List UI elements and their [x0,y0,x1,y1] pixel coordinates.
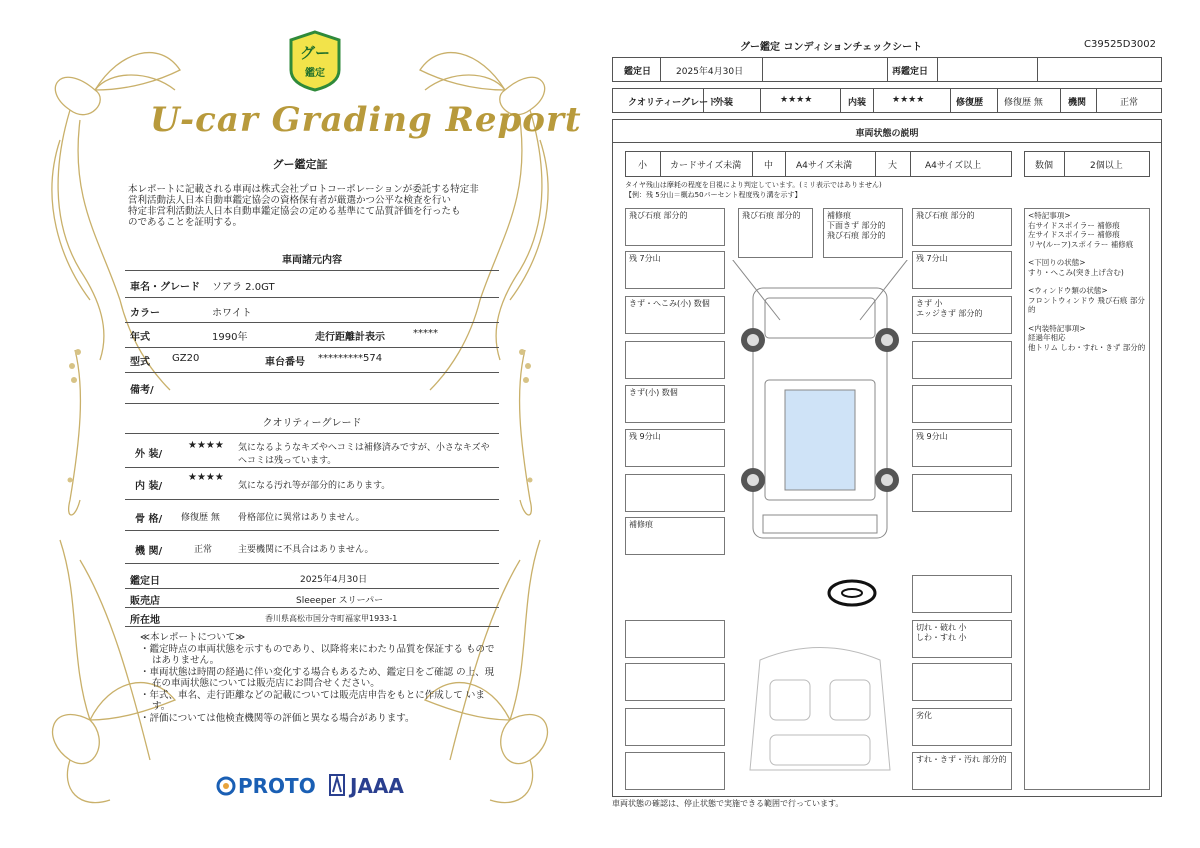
certificate-body-line: 特定非営利活動法人日本自動車鑑定協会の定める基準にて品質評価を行ったも [128,206,461,217]
comment-text: エッジきず 部分的 [916,309,983,318]
special-note-line: <下回りの状態> [1028,258,1086,267]
interior-box-left-1 [625,620,725,658]
exterior-value: ★★★★ [780,95,813,105]
divider [910,151,911,177]
tire-note: タイヤ残山は摩耗の程度を目視により判定しています。(ミリ表示ではありません) [625,181,882,189]
car-name-value: ソアラ 2.0GT [212,282,275,293]
address-value: 香川県高松市国分寺町福家甲1933-1 [265,614,398,623]
divider [125,607,499,608]
comment-box-left-1: 飛び石痕 部分的 [625,208,725,246]
address-label: 所在地 [130,615,160,626]
notes-heading: ≪本レポートについて≫ [140,632,246,643]
mileage-label: 走行距離計表示 [315,332,385,343]
mileage-value: ***** [413,328,438,339]
interior-label: 内装 [848,98,867,108]
certificate-body-line: 本レポートに記載される車両は株式会社プロトコーポレーションが委託する特定非 [128,184,479,195]
steering-wheel-icon [826,578,878,608]
note-item: ・鑑定時点の車両状態を示すものであり、以降将来にわたり品質を保証する ものではありません。 [140,643,495,666]
grade-heading: クオリティーグレード [262,418,362,429]
special-note-line: <特記事項> [1028,211,1071,220]
shop-label: 販売店 [130,596,160,607]
divider [125,588,499,589]
interior-box-right-5: すれ・きず・汚れ 部分的 [912,752,1012,790]
interior-box-left-3 [625,708,725,746]
interior-box-left-4 [625,752,725,790]
special-note-line: 他トリム しわ・すれ・きず 部分的 [1028,342,1146,352]
grade-engine-label: 機 関/ [135,546,163,557]
count-desc: 2個以上 [1090,161,1123,171]
report-notes [140,632,500,724]
divider [873,88,874,113]
year-value: 1990年 [212,332,248,343]
divider [125,403,499,404]
grade-engine-value: 正常 [194,545,213,555]
comment-text: 飛び石痕 部分的 [827,231,886,240]
size-medium-desc: A4サイズ未満 [796,161,853,171]
divider [125,433,499,434]
proto-logo-text: PROTO [238,774,316,798]
repair-history-value: 修復歴 無 [1004,98,1043,108]
grade-interior-label: 内 装/ [135,481,163,492]
divider [875,151,876,177]
size-large: 大 [888,161,898,171]
divider [887,57,888,82]
size-large-desc: A4サイズ以上 [925,161,982,171]
divider [125,563,499,564]
jaaa-logo-text: JAAA [350,774,404,798]
divider [125,347,499,348]
divider [660,57,661,82]
special-note-line: <内装特記事項> [1028,323,1086,333]
tire-note-example: 【例：残 5分山＝概ね50パーセント程度残り溝を示す】 [625,191,802,199]
engine-value: 正常 [1120,98,1139,108]
sheet-footnote: 車両状態の確認は、停止状態で実施できる範囲で行っています。 [612,799,844,808]
divider [840,88,841,113]
special-note-line: 右サイドスポイラー 補修痕 [1028,220,1120,230]
comment-box-top-1: 飛び石痕 部分的 [738,208,813,258]
car-name-label: 車名・グレード [130,282,200,293]
divider [997,88,998,113]
comment-box-left-3: きず・へこみ(小) 数個 [625,296,725,334]
comment-box-left-4 [625,341,725,379]
certificate-body-line: のであることを証明する。 [128,217,243,228]
reinspection-date-label: 再鑑定日 [892,67,929,77]
divider [125,270,499,271]
chassis-label: 車台番号 [265,357,305,368]
spec-heading: 車両諸元内容 [282,255,342,266]
special-note-line: 左サイドスポイラー 補修痕 [1028,230,1120,239]
comment-box-left-6: 残 9分山 [625,429,725,467]
inspection-date-value: 2025年4月30日 [300,575,368,585]
interior-value: ★★★★ [892,95,925,105]
jaaa-logo-icon [327,772,347,798]
model-value: GZ20 [172,353,200,364]
car-topview-diagram [725,260,915,550]
comment-box-right-2: 残 7分山 [912,251,1012,289]
divider [785,151,786,177]
divider [125,297,499,298]
inspection-date-label: 鑑定日 [624,67,652,77]
interior-box-left-2 [625,663,725,701]
comment-box-left-2: 残 7分山 [625,251,725,289]
comment-box-left-5: きず(小) 数個 [625,385,725,423]
size-small-desc: カードサイズ未満 [670,161,742,171]
divider [1037,57,1038,82]
interior-box-right-1 [912,575,1012,613]
divider [125,530,499,531]
comment-text: 下面きず 部分的 [827,221,886,230]
color-label: カラー [130,308,160,319]
color-value: ホワイト [212,308,252,319]
grade-frame-desc: 骨格部位に異常はありません。 [238,513,365,523]
certificate-body [128,184,498,228]
divider [762,57,763,82]
engine-label: 機関 [1068,98,1087,108]
divider [760,88,761,113]
remarks-label: 備考/ [130,385,154,396]
chassis-value: *********574 [318,353,383,364]
interior-box-right-2 [912,620,1012,658]
comment-box-right-3 [912,296,1012,334]
grade-exterior-desc: ヘコミは残っています。 [238,456,337,466]
divider [937,57,938,82]
divider [752,151,753,177]
comment-text: しわ・すれ 小 [916,633,967,642]
special-note-line: すり・へこみ(突き上げ含む) [1028,267,1124,277]
grade-interior-value: ★★★★ [188,472,224,483]
comment-box-right-5 [912,385,1012,423]
divider [125,322,499,323]
report-script-title: U-car Grading Report [150,100,582,140]
grade-exterior-value: ★★★★ [188,440,224,451]
condition-heading: 車両状態の説明 [855,129,919,139]
grade-exterior-desc: 気になるようなキズやヘコミは補修済みですが、小さなキズや [238,443,490,453]
divider [950,88,951,113]
special-note-line: <ウィンドウ類の状態> [1028,286,1108,295]
special-notes-box [1024,208,1150,790]
special-note-spacer [1028,277,1146,286]
divider [1096,88,1097,113]
size-small: 小 [638,161,648,171]
comment-text: 切れ・破れ 小 [916,623,967,632]
special-note-spacer [1028,315,1146,324]
condition-check-sheet [600,0,1200,848]
interior-diagram [740,640,900,780]
comment-box-right-4 [912,341,1012,379]
comment-box-top-2 [823,208,903,258]
exterior-label: 外装 [715,98,734,108]
shop-value: Sleeeper スリーパー [296,596,384,606]
inspection-date-value: 2025年4月30日 [676,67,744,77]
divider [1064,151,1065,177]
special-note-spacer [1028,249,1146,258]
comment-box-right-6: 残 9分山 [912,429,1012,467]
divider [125,499,499,500]
grade-engine-desc: 主要機関に不具合はありません。 [238,545,374,555]
model-label: 型式 [130,357,150,368]
note-item: ・車両状態は時間の経過に伴い変化する場合もあるため、鑑定日をご確認 の上、現在の車両状態については販売店にお問合せください。 [140,666,495,689]
note-item: ・評価については他検査機関等の評価と異なる場合があります。 [140,712,415,724]
interior-box-right-4: 劣化 [912,708,1012,746]
grade-exterior-label: 外 装/ [135,449,163,460]
comment-box-left-7 [625,474,725,512]
proto-logo-icon [216,776,236,798]
comment-text: きず 小 [916,299,943,308]
sheet-title: グー鑑定 コンディションチェックシート [740,42,923,53]
grade-frame-value: 修復歴 無 [181,513,220,523]
interior-box-right-3 [912,663,1012,701]
size-medium: 中 [764,161,774,171]
certificate-body-line: 営利活動法人日本自動車鑑定協会の資格保有者が厳選かつ公平な検査を行い [128,195,452,206]
sheet-code: C39525D3002 [1084,39,1156,50]
comment-box-right-7 [912,474,1012,512]
note-item: ・年式、車名、走行距離などの記載については販売店申告をもとに作成して います。 [140,689,485,712]
comment-text: 補修痕 [827,211,851,220]
divider [1060,88,1061,113]
divider [125,372,499,373]
grade-frame-label: 骨 格/ [135,514,163,525]
divider [660,151,661,177]
year-label: 年式 [130,332,150,343]
badge-bottom-text: 鑑定 [305,68,325,79]
quality-grade-label: クオリティーグレード [628,98,718,108]
repair-history-label: 修復歴 [956,98,984,108]
grade-interior-desc: 気になる汚れ等が部分的にあります。 [238,481,391,491]
count-label: 数個 [1035,161,1054,171]
special-note-line: 経過年相応 [1028,333,1066,342]
badge-top-text: グー [299,44,330,62]
special-note-line: リヤ(ルーフ)スポイラー 補修痕 [1028,239,1134,249]
divider [125,467,499,468]
certificate-title: グー鑑定証 [272,158,328,171]
comment-box-right-1: 飛び石痕 部分的 [912,208,1012,246]
comment-box-left-8: 補修痕 [625,517,725,555]
divider [125,626,499,627]
inspection-date-label: 鑑定日 [130,576,160,587]
special-note-line: フロントウィンドウ 飛び石痕 部分的 [1028,295,1145,314]
